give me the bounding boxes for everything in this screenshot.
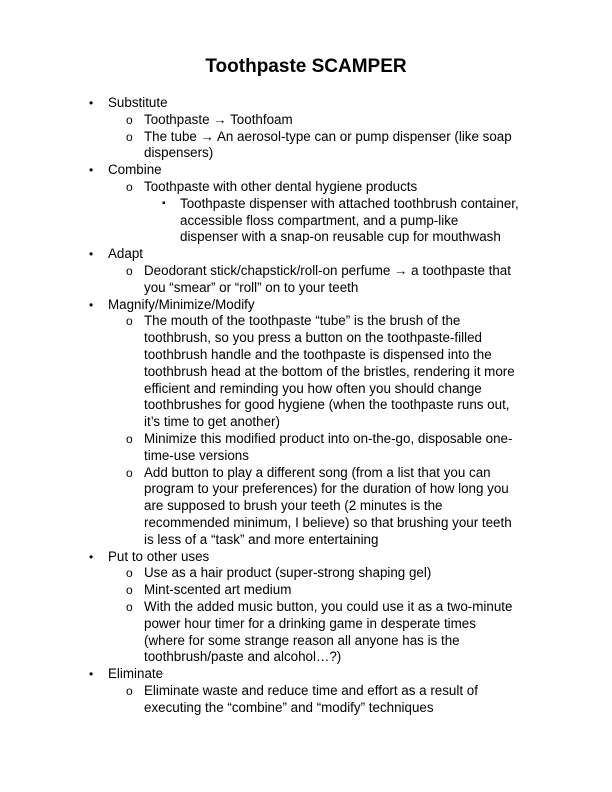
bullet-icon: • [89,549,94,564]
section-heading: Eliminate [108,666,164,682]
list-item [0,112,520,129]
list-item [0,683,520,717]
item-text: Minimize this modified product into on-the-go, disposable one-time-use versions [144,430,513,463]
bullet-icon: • [89,247,94,262]
item-text: Mint-scented art medium [144,582,292,598]
bullet-icon: • [89,667,94,682]
scamper-outline [0,95,612,716]
item-text: Deodorant stick/chapstick/roll-on perfume → a toothpaste that you “smear” or “roll” on to your teeth [144,262,511,295]
item-text: Eliminate waste and reduce time and effort as a result of executing the “combine” and “modify” techniques [144,682,478,715]
list-item [0,313,520,431]
section-heading: Substitute [108,95,168,110]
section-heading: Adapt [108,246,143,262]
item-text: Add button to play a different song (from a list that you can program to your preferences) for the duration of how long you are supposed to brush your teeth (2 minutes is the recommended minimum, I believe) so that brushing your teeth is less of a “task” and more entertaining [144,464,512,547]
hollow-bullet-icon: o [126,566,133,581]
section-substitute [0,95,518,112]
list-item [0,179,520,196]
list-subitem [0,196,520,246]
list-item [0,565,520,582]
item-text: Toothpaste with other dental hygiene products [144,178,418,194]
section-heading: Combine [108,162,162,178]
hollow-bullet-icon: o [126,683,133,698]
section-combine [0,162,518,179]
list-item [0,465,520,549]
page-title: Toothpaste SCAMPER [205,56,407,77]
list-item [0,599,520,666]
list-item [0,263,520,297]
hollow-bullet-icon: o [126,583,133,598]
item-text: With the added music button, you could use it as a two-minute power hour timer for a drinking game in desperate times (where for some strange reason all anyone has is the toothbrush/paste and alcohol…?) [144,598,513,665]
hollow-bullet-icon: o [126,465,133,480]
item-text: The mouth of the toothpaste “tube” is the brush of the toothbrush, so you press a button on the toothpaste-filled toothbrush handle and the toothpaste is dispensed into the toothbrush head at the bottom of the bristles, rendering it more efficient and reminding you how often you should change toothbrushes for good hygiene (when the toothpaste runs out, it’s time to get another) [144,313,515,430]
square-bullet-icon: ▪ [162,197,166,209]
hollow-bullet-icon: o [126,314,133,329]
section-heading: Put to other uses [108,548,210,564]
section-magnify-minimize-modify [0,297,518,314]
item-text: Use as a hair product (super-strong shaping gel) [144,565,432,581]
section-heading: Magnify/Minimize/Modify [108,296,255,312]
hollow-bullet-icon: o [126,179,133,194]
item-text: Toothpaste → Toothfoam [144,111,293,127]
bullet-icon: • [89,163,94,178]
section-adapt [0,246,518,263]
list-item [0,129,520,163]
hollow-bullet-icon: o [126,263,133,278]
section-eliminate [0,666,518,683]
hollow-bullet-icon: o [126,129,133,144]
bullet-icon: • [89,297,94,312]
bullet-icon: • [89,96,94,110]
item-text: The tube → An aerosol-type can or pump dispenser (like soap dispensers) [144,128,512,161]
hollow-bullet-icon: o [126,599,133,614]
hollow-bullet-icon: o [126,112,133,127]
hollow-bullet-icon: o [126,431,133,446]
subitem-text: Toothpaste dispenser with attached toothbrush container, accessible floss compartment, and a pump-like dispenser with a snap-on reusable cup for mouthwash [180,195,519,245]
list-item [0,582,520,599]
list-item [0,431,520,465]
section-list [0,95,612,716]
section-put-to-other-uses [0,549,518,566]
